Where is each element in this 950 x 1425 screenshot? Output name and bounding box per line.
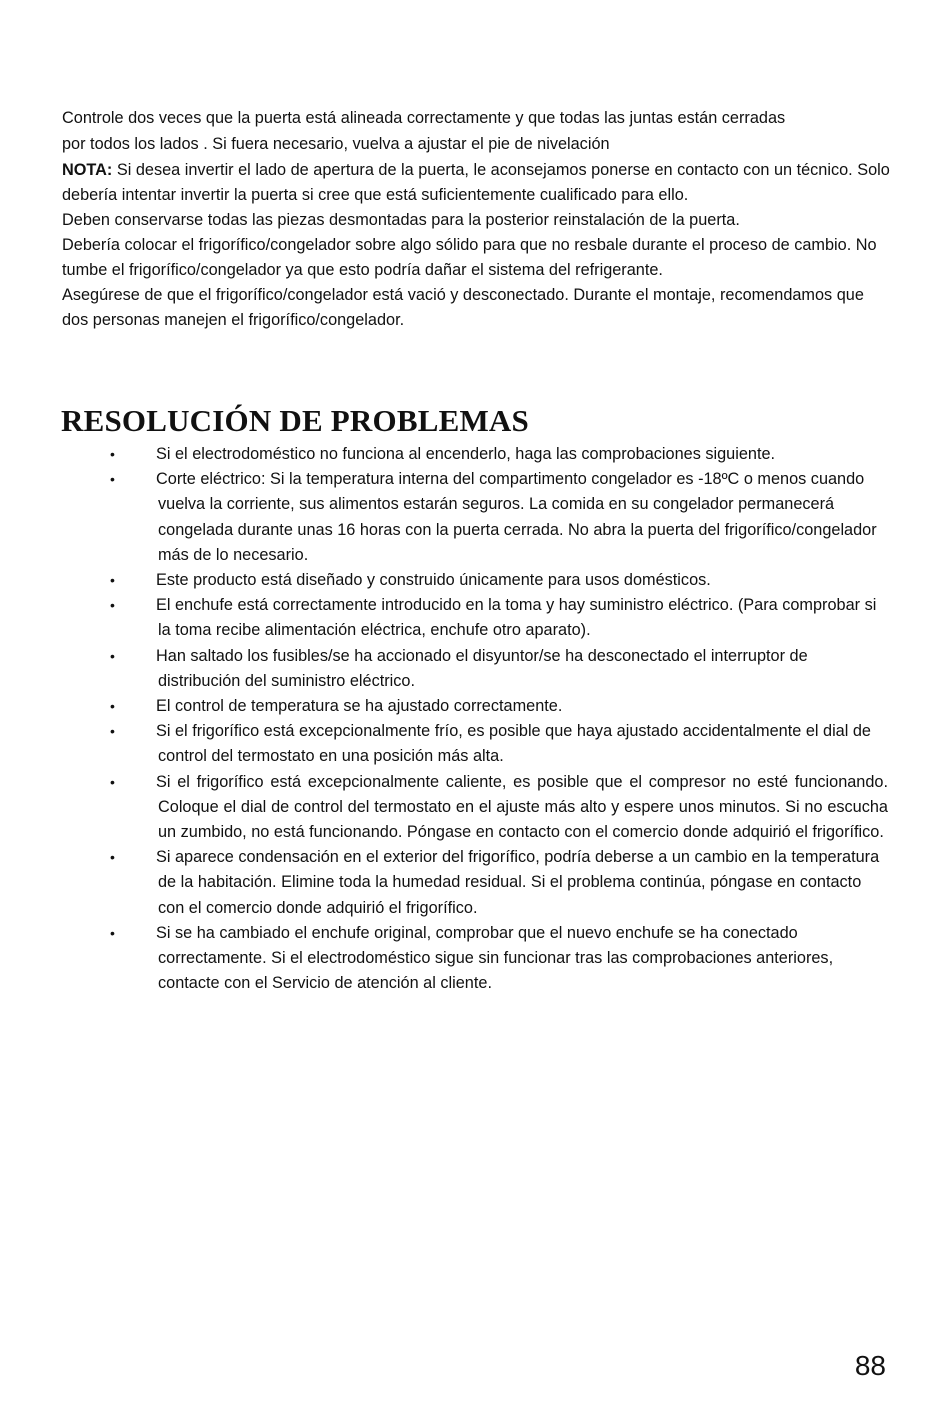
- nota-label: NOTA:: [62, 161, 113, 179]
- intro-paragraph-disconnect: Asegúrese de que el frigorífico/congelador está vació y desconectado. Durante el montaje, recomendamos que dos personas manejen el frigorífico/congelador.: [62, 286, 864, 329]
- list-item: [62, 568, 888, 593]
- bullet-icon: •: [110, 446, 115, 462]
- bullet-icon: •: [110, 647, 115, 664]
- list-item-text: Si el frigorífico está excepcionalmente caliente, es posible que el compresor no esté funcionando. Coloque el dial de control del termostato en el ajuste más alto y espere unos minutos. Si no escucha un zumbido, no está funcionando. Póngase en contacto con el comercio donde adquirió el frigorífico.: [156, 772, 888, 842]
- intro-line-1: Controle dos veces que la puerta está alineada correctamente y que todas las juntas están cerradas: [62, 109, 786, 127]
- intro-text: [62, 106, 892, 333]
- list-item: [62, 467, 888, 568]
- list-item: [62, 845, 888, 921]
- list-item: [62, 770, 888, 846]
- list-item-text: Si aparece condensación en el exterior del frigorífico, podría deberse a un cambio en la temperatura de la habitación. Elimine toda la humedad residual. Si el problema continúa, póngase en contacto con el comercio donde adquirió el frigorífico.: [156, 848, 880, 917]
- page-number: 88: [854, 1350, 886, 1381]
- list-item: [62, 694, 888, 719]
- list-item: [62, 644, 888, 694]
- bullet-icon: •: [110, 471, 115, 488]
- bullet-icon: •: [110, 924, 115, 941]
- bullet-icon: •: [110, 698, 115, 715]
- list-item-text: Si el frigorífico está excepcionalmente frío, es posible que haya ajustado accidentalmente el dial de control del termostato en una posición más alta.: [156, 722, 871, 766]
- list-item: [62, 442, 888, 467]
- section-heading: RESOLUCIÓN DE PROBLEMAS: [61, 403, 529, 438]
- troubleshooting-list: [62, 442, 888, 996]
- list-item: [62, 593, 888, 643]
- bullet-icon: •: [110, 849, 115, 866]
- list-item: [62, 921, 888, 997]
- bullet-icon: •: [110, 773, 115, 790]
- list-item: [62, 719, 888, 769]
- nota-paragraph: [62, 158, 892, 208]
- nota-text: Si desea invertir el lado de apertura de la puerta, le aconsejamos ponerse en contacto con un técnico. Solo debería intentar invertir la puerta si cree que está suficientemente cualificado para ello.: [62, 161, 890, 204]
- list-item-text: Si se ha cambiado el enchufe original, comprobar que el nuevo enchufe se ha conectado correctamente. Si el electrodoméstico sigue sin funcionar tras las comprobaciones anteriores, contacte con el Servicio de atención al cliente.: [156, 923, 834, 993]
- list-item-text: El control de temperatura se ha ajustado correctamente.: [156, 697, 563, 716]
- list-item-text: El enchufe está correctamente introducido en la toma y hay suministro eléctrico. (Para comprobar si la toma recibe alimentación eléctrica, enchufe otro aparato).: [156, 596, 877, 640]
- list-item-text: Este producto está diseñado y construido únicamente para usos domésticos.: [156, 571, 711, 590]
- bullet-icon: •: [110, 723, 115, 740]
- list-item-text: Han saltado los fusibles/se ha accionado el disyuntor/se ha desconectado el interruptor de distribución del suministro eléctrico.: [156, 646, 808, 690]
- bullet-icon: •: [110, 572, 115, 589]
- bullet-icon: •: [110, 597, 115, 614]
- list-item-text: Si el electrodoméstico no funciona al encenderlo, haga las comprobaciones siguiente.: [156, 445, 776, 463]
- intro-paragraph-parts: Deben conservarse todas las piezas desmontadas para la posterior reinstalación de la puerta.: [62, 211, 740, 229]
- list-item-text: Corte eléctrico: Si la temperatura interna del compartimento congelador es -18ºC o menos cuando vuelva la corriente, sus alimentos estarán seguros. La comida en su congelador permanecerá congelada durante unas 16 horas con la puerta cerrada. No abra la puerta del frigorífico/congelador más de lo necesario.: [156, 470, 877, 564]
- intro-line-2: por todos los lados . Si fuera necesario, vuelva a ajustar el pie de nivelación: [62, 135, 610, 153]
- intro-paragraph-placement: Debería colocar el frigorífico/congelador sobre algo sólido para que no resbale durante el proceso de cambio. No tumbe el frigorífico/congelador ya que esto podría dañar el sistema del refrigerante.: [62, 236, 877, 279]
